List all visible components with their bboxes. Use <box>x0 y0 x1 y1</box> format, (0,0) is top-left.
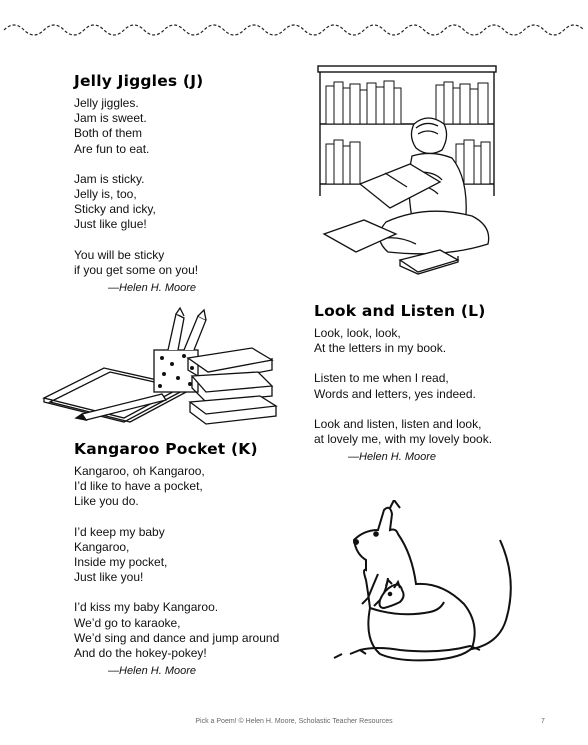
poem-line: Listen to me when I read, <box>314 371 449 386</box>
child-reading-book-illustration <box>316 64 500 280</box>
poem-line: at lovely me, with my lovely book. <box>314 432 493 447</box>
poem-line: Just like you! <box>74 570 144 585</box>
poem-line: I’d kiss my baby Kangaroo. <box>74 600 219 615</box>
stanza <box>314 417 492 447</box>
poem-author: —Helen H. Moore <box>108 282 197 295</box>
page-number: 7 <box>541 718 545 725</box>
poem-kangaroo-pocket <box>74 440 279 677</box>
poem-author: —Helen H. Moore <box>108 665 197 678</box>
poem-line: Look, look, look, <box>314 326 401 340</box>
poem-line: I’d keep my baby <box>74 524 165 539</box>
stanza <box>74 525 279 586</box>
poem-line: Jam is sweet. <box>74 111 147 126</box>
poem-line: Jelly is, too, <box>74 187 137 202</box>
poem-line: Just like glue! <box>74 217 147 232</box>
stanza <box>74 172 203 233</box>
stanza <box>74 464 279 510</box>
stanza <box>74 600 279 661</box>
poem-line: You will be sticky <box>74 247 165 262</box>
poem-line: Words and letters, yes indeed. <box>314 386 476 401</box>
stanza <box>74 96 203 157</box>
books-and-pencils-illustration <box>42 306 284 430</box>
poem-line: Jelly jiggles. <box>74 96 139 110</box>
poem-jelly-jiggles <box>74 72 203 294</box>
wavy-dashed-border <box>0 18 588 42</box>
poem-look-and-listen <box>314 302 492 463</box>
poem-line: I’d like to have a pocket, <box>74 479 203 494</box>
poem-line: And do the hokey-pokey! <box>74 646 207 661</box>
poem-line: if you get some on you! <box>74 262 199 277</box>
poem-author: —Helen H. Moore <box>348 451 437 464</box>
poem-line: Inside my pocket, <box>74 555 168 570</box>
stanza <box>314 326 492 356</box>
poem-line: Jam is sticky. <box>74 171 145 186</box>
poem-line: Kangaroo, <box>74 539 130 554</box>
poem-line: Both of them <box>74 126 143 141</box>
stanza <box>314 371 492 401</box>
poem-line: Are fun to eat. <box>74 141 150 156</box>
poem-line: At the letters in my book. <box>314 341 447 356</box>
poem-title: Look and Listen (L) <box>314 302 486 320</box>
poem-line: We’d go to karaoke, <box>74 615 181 630</box>
poem-line: Sticky and icky, <box>74 202 156 217</box>
page-footer: Pick a Poem! © Helen H. Moore, Scholastic Teacher Resources <box>195 718 393 725</box>
stanza <box>74 248 203 278</box>
poem-title: Kangaroo Pocket (K) <box>74 440 258 458</box>
poem-line: Like you do. <box>74 494 139 509</box>
kangaroo-with-joey-illustration <box>330 500 530 670</box>
poem-title: Jelly Jiggles (J) <box>74 72 204 90</box>
poem-line: Look and listen, listen and look, <box>314 416 482 431</box>
poem-line: We’d sing and dance and jump around <box>74 630 280 645</box>
poem-line: Kangaroo, oh Kangaroo, <box>74 464 205 478</box>
